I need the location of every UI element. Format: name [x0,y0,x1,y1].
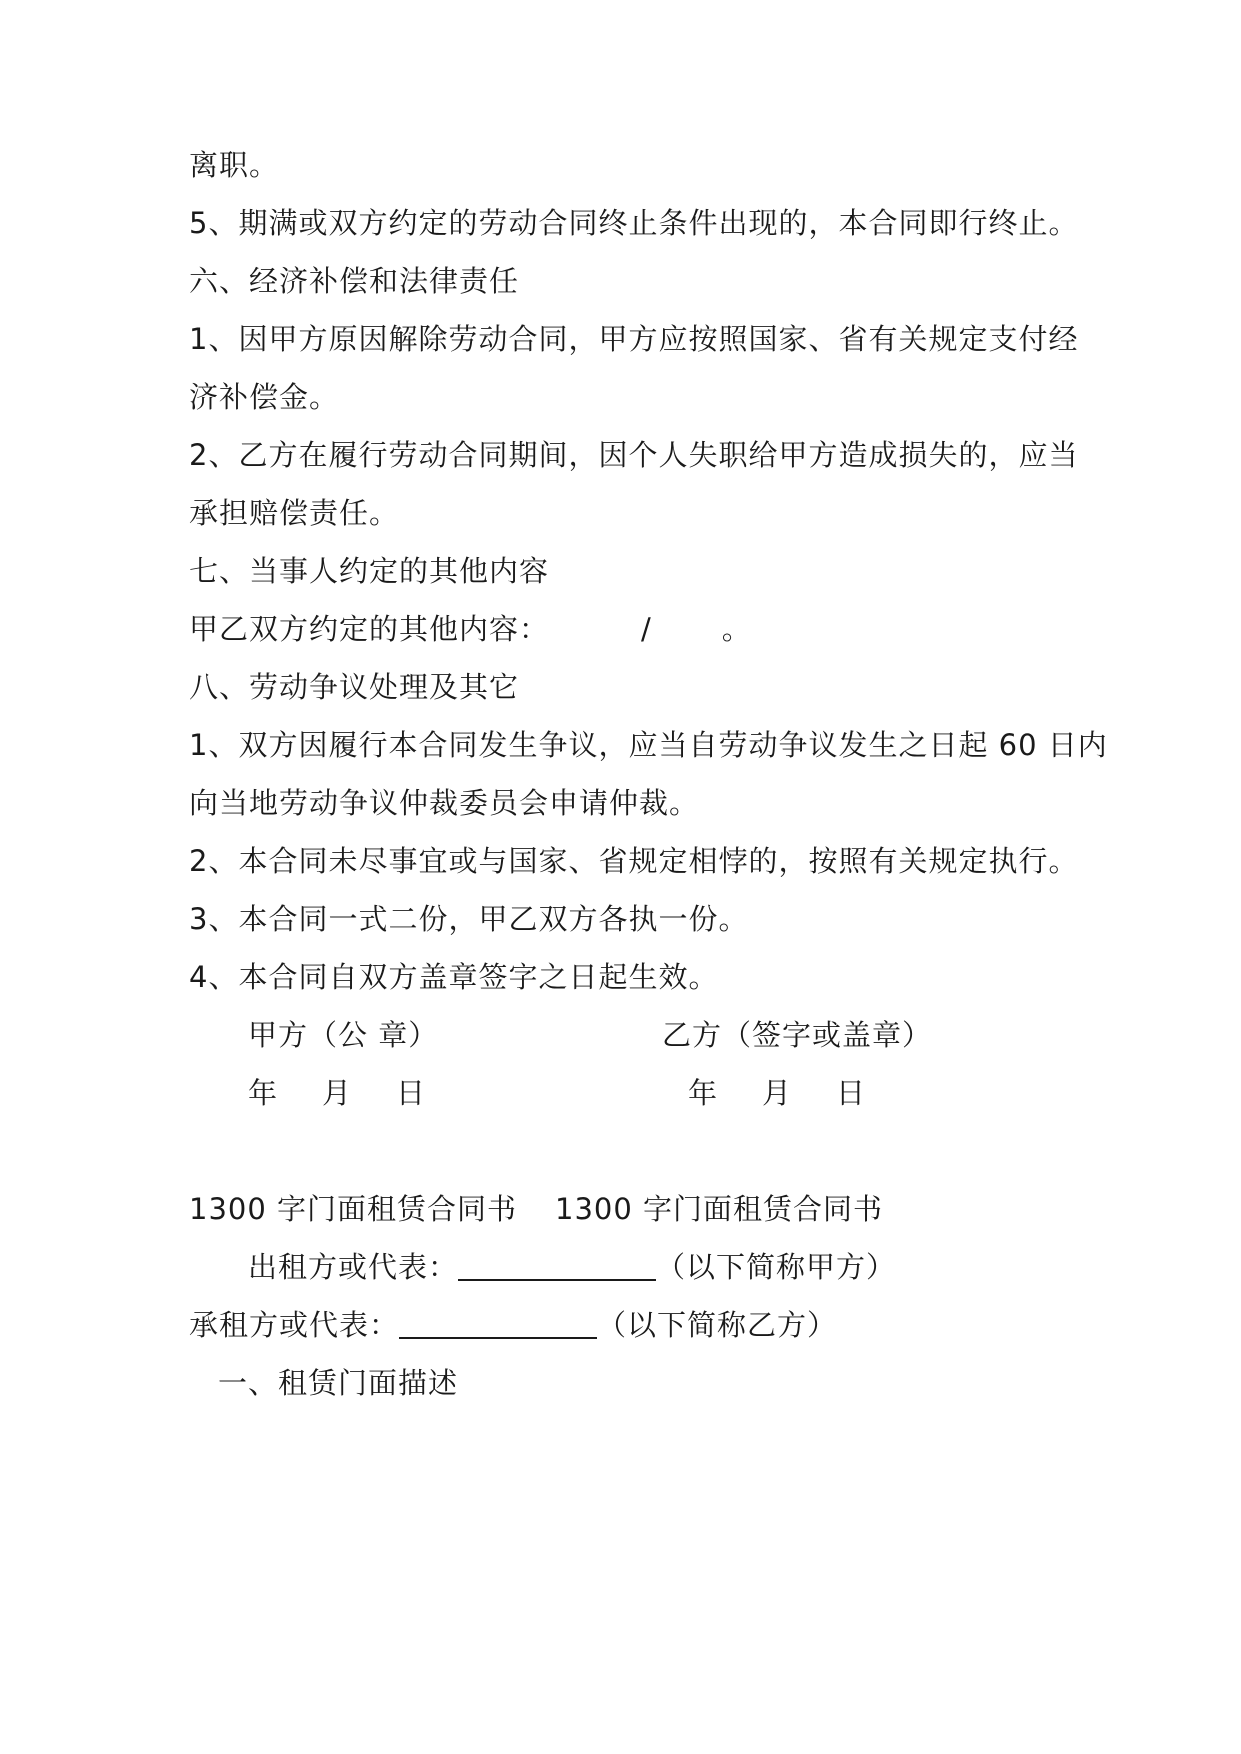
lease-title-a: 1300 字门面租赁合同书 [189,1192,518,1226]
lessee-suffix: （以下简称乙方） [597,1308,838,1342]
lessee-label: 承租方或代表： [189,1308,400,1342]
section-7-heading: 七、当事人约定的其他内容 [189,554,550,588]
date-day: 日 [396,1076,427,1110]
party-b-signature: 乙方（签字或盖章） [662,1018,933,1052]
party-b-date [688,1075,866,1111]
lease-title-line [189,1191,883,1227]
date-day: 日 [836,1076,867,1110]
text-line: 离职。 [189,148,280,182]
other-content-line [189,611,752,647]
date-year: 年 [688,1076,719,1110]
lessor-blank [458,1278,656,1281]
lessor-label: 出租方或代表： [248,1250,459,1284]
clause-6-1: 1、因甲方原因解除劳动合同，甲方应按照国家、省有关规定支付经 [189,322,1079,356]
lease-title-b: 1300 字门面租赁合同书 [555,1192,884,1226]
clause-8-1: 1、双方因履行本合同发生争议，应当自劳动争议发生之日起 60 日内 [189,728,1108,762]
date-month: 月 [322,1076,353,1110]
lease-section-1-heading: 一、租赁门面描述 [218,1366,459,1400]
clause-8-1-cont: 向当地劳动争议仲裁委员会申请仲裁。 [189,786,700,820]
clause-5: 5、期满或双方约定的劳动合同终止条件出现的，本合同即行终止。 [189,206,1079,240]
lessor-suffix: （以下简称甲方） [656,1250,897,1284]
clause-8-4: 4、本合同自双方盖章签字之日起生效。 [189,960,719,994]
section-8-heading: 八、劳动争议处理及其它 [189,670,520,704]
clause-8-2: 2、本合同未尽事宜或与国家、省规定相悖的，按照有关规定执行。 [189,844,1079,878]
clause-6-1-cont: 济补偿金。 [189,380,340,414]
date-year: 年 [248,1076,279,1110]
section-6-heading: 六、经济补偿和法律责任 [189,264,520,298]
clause-8-3: 3、本合同一式二份，甲乙双方各执一份。 [189,902,749,936]
lessee-blank [399,1336,597,1339]
lessor-line [248,1249,896,1285]
other-content-end: 。 [721,612,752,646]
date-month: 月 [762,1076,793,1110]
lessee-line [189,1307,837,1343]
party-a-date [248,1075,426,1111]
party-a-signature: 甲方（公 章） [248,1018,439,1052]
clause-6-2-cont: 承担赔偿责任。 [189,496,400,530]
other-content-label: 甲乙双方约定的其他内容： [189,612,550,646]
clause-6-2: 2、乙方在履行劳动合同期间，因个人失职给甲方造成损失的，应当 [189,438,1079,472]
other-content-slash: / [641,612,652,646]
